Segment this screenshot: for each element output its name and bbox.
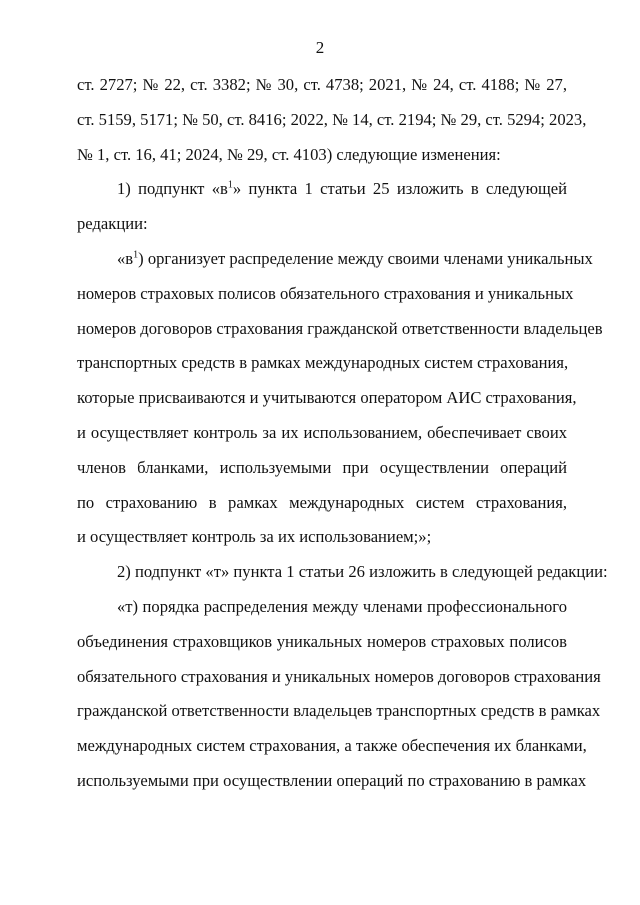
text-line: по страхованию в рамках международных систем страхования,: [77, 492, 567, 512]
paragraph-quoted-subitem-t: [77, 590, 601, 799]
text-line: транспортных средств в рамках международных систем страхования,: [77, 353, 569, 373]
text-line: ст. 5159, 5171; № 50, ст. 8416; 2022, № 14, ст. 2194; № 29, ст. 5294; 2023,: [77, 109, 587, 129]
text-line: объединения страховщиков уникальных номеров страховых полисов: [77, 631, 567, 651]
page-number: 2: [315, 38, 325, 57]
text-line: членов бланками, используемыми при осуществлении операций: [77, 457, 567, 477]
text-line: № 1, ст. 16, 41; 2024, № 29, ст. 4103) следующие изменения:: [77, 144, 501, 164]
text-line: используемыми при осуществлении операций по страхованию в рамках: [77, 770, 587, 790]
text-line: и осуществляет контроль за их использованием;»;: [77, 527, 432, 547]
text-fragment: » пункта 1 статьи 25 изложить в следующей: [232, 179, 568, 199]
text-line: гражданской ответственности владельцев транспортных средств в рамках: [77, 701, 601, 721]
text-line: и осуществляет контроль за их использованием, обеспечивает своих: [77, 422, 567, 442]
text-line: которые присваиваются и учитываются оператором АИС страхования,: [77, 388, 577, 408]
text-fragment: 1) подпункт «в: [117, 179, 228, 199]
text-line: номеров договоров страхования гражданской ответственности владельцев: [77, 318, 603, 338]
text-fragment: «в: [117, 248, 134, 268]
paragraph-item-2: [77, 555, 608, 590]
text-fragment: ) организует распределение между своими членами уникальных: [138, 248, 593, 268]
text-line: [77, 172, 567, 207]
text-line: «т) порядка распределения между членами профессионального: [117, 596, 567, 616]
superscript: 1: [133, 249, 139, 261]
text-line: ст. 2727; № 22, ст. 3382; № 30, ст. 4738; 2021, № 24, ст. 4188; № 27,: [77, 75, 567, 94]
text-line: [77, 242, 593, 277]
paragraph-citation-continuation: [77, 68, 587, 172]
superscript: 1: [227, 179, 233, 191]
paragraph-quoted-subitem-v1: [77, 242, 603, 555]
text-line: редакции:: [77, 214, 148, 234]
text-line: обязательного страхования и уникальных номеров договоров страхования: [77, 666, 601, 686]
text-line: 2) подпункт «т» пункта 1 статьи 26 изложить в следующей редакции:: [117, 562, 608, 582]
paragraph-item-1: [77, 172, 567, 242]
text-line: номеров страховых полисов обязательного страхования и уникальных: [77, 283, 574, 303]
text-line: международных систем страхования, а также обеспечения их бланками,: [77, 736, 587, 756]
document-body: [77, 68, 608, 799]
